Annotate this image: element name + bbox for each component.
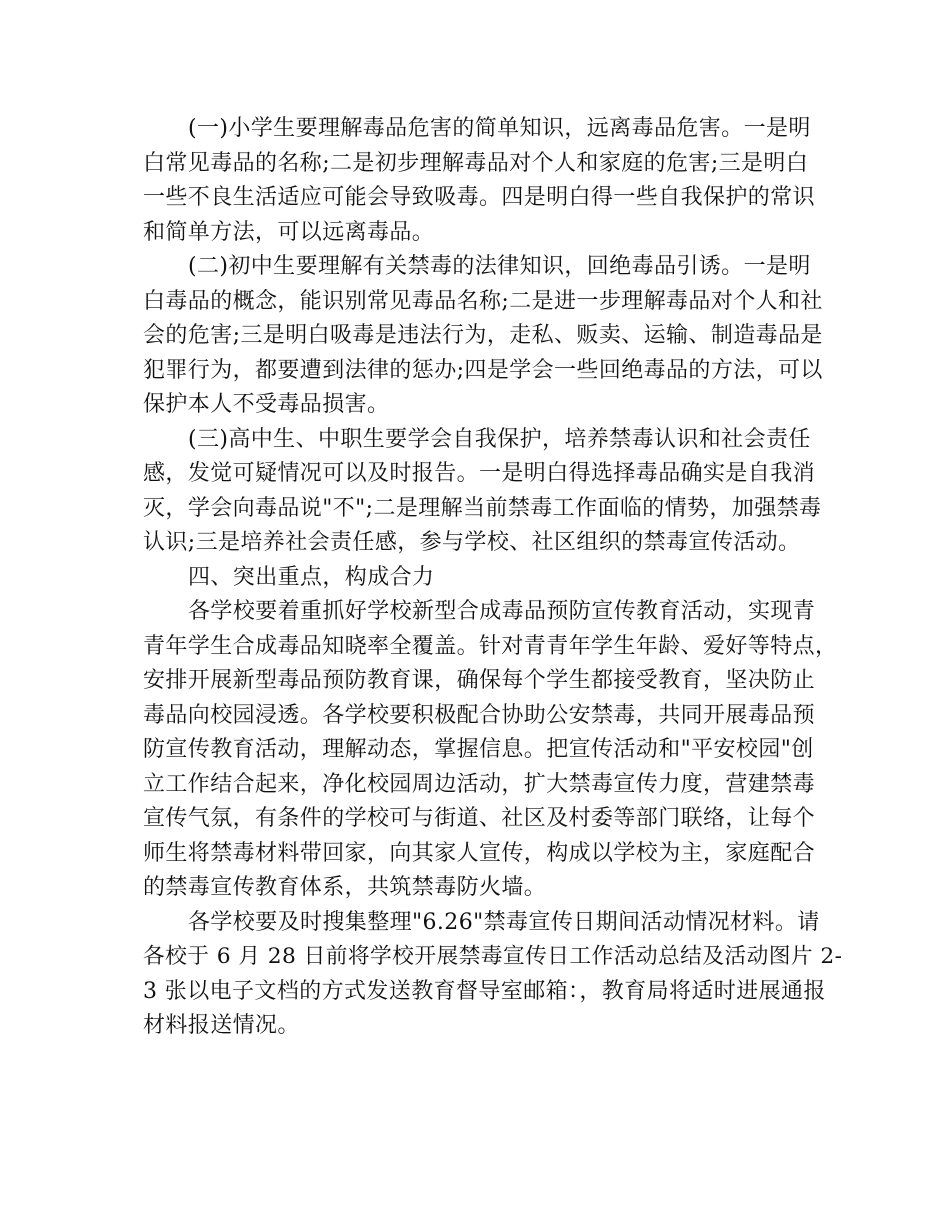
text-line: 白常见毒品的名称;二是初步理解毒品对个人和家庭的危害;三是明白 (143, 150, 809, 176)
text-line: 灭，学会向毒品说"不";二是理解当前禁毒工作面临的情势，加强禁毒 (143, 495, 822, 521)
document-body (143, 112, 843, 1044)
text-line: 各学校要着重抓好学校新型合成毒品预防宣传教育活动，实现青 (188, 599, 816, 624)
text-line: 一些不良生活适应可能会导致吸毒。四是明白得一些自我保护的常识 (143, 185, 816, 210)
text-line: 安排开展新型毒品预防教育课，确保每个学生都接受教育，坚决防止 (143, 668, 816, 693)
text-line: 保护本人不受毒品损害。 (143, 392, 390, 417)
text-line: 的禁毒宣传教育体系，共筑禁毒防火墙。 (143, 875, 547, 900)
text-line: 各学校要及时搜集整理"6.26"禁毒宣传日期间活动情况材料。请 (188, 909, 820, 935)
text-line: 毒品向校园浸透。各学校要积极配合协助公安禁毒，共同开展毒品预 (143, 702, 816, 728)
text-line: 认识;三是培养社会责任感，参与学校、社区组织的禁毒宣传活动。 (143, 530, 801, 555)
text-line: 师生将禁毒材料带回家，向其家人宣传，构成以学校为主，家庭配合 (143, 840, 816, 866)
text-line: 会的危害;三是明白吸毒是违法行为，走私、贩卖、运输、制造毒品是 (143, 323, 823, 348)
text-line: (一)小学生要理解毒品危害的简单知识，远离毒品危害。一是明 (188, 116, 811, 141)
text-line: 立工作结合起来，净化校园周边活动，扩大禁毒宣传力度，营建禁毒 (143, 771, 816, 797)
text-line: 感，发觉可疑情况可以及时报告。一是明白得选择毒品确实是自我消 (143, 461, 816, 486)
text-line: (三)高中生、中职生要学会自我保护，培养禁毒认识和社会责任 (188, 426, 811, 452)
text-line: 各校于 6 月 28 日前将学校开展禁毒宣传日工作活动总结及活动图片 2- (143, 944, 843, 969)
text-line: 材料报送情况。 (143, 1013, 300, 1038)
text-line: 青年学生合成毒品知晓率全覆盖。针对青青年学生年龄、爱好等特点， (143, 633, 838, 659)
text-line: 犯罪行为，都要遭到法律的惩办;四是学会一些回绝毒品的方法，可以 (143, 357, 823, 383)
text-line: 四、突出重点，构成合力 (188, 564, 435, 590)
text-line: 3 张以电子文档的方式发送教育督导室邮箱：，教育局将适时进展通报 (143, 978, 826, 1004)
text-line: 防宣传教育活动，理解动态，掌握信息。把宣传活动和"平安校园"创 (143, 737, 814, 762)
text-line: (二)初中生要理解有关禁毒的法律知识，回绝毒品引诱。一是明 (188, 254, 811, 279)
text-line: 宣传气氛，有条件的学校可与街道、社区及村委等部门联络，让每个 (143, 806, 816, 831)
text-line: 和简单方法，可以远离毒品。 (143, 219, 435, 245)
text-line: 白毒品的概念，能识别常见毒品名称;二是进一步理解毒品对个人和社 (143, 288, 823, 314)
